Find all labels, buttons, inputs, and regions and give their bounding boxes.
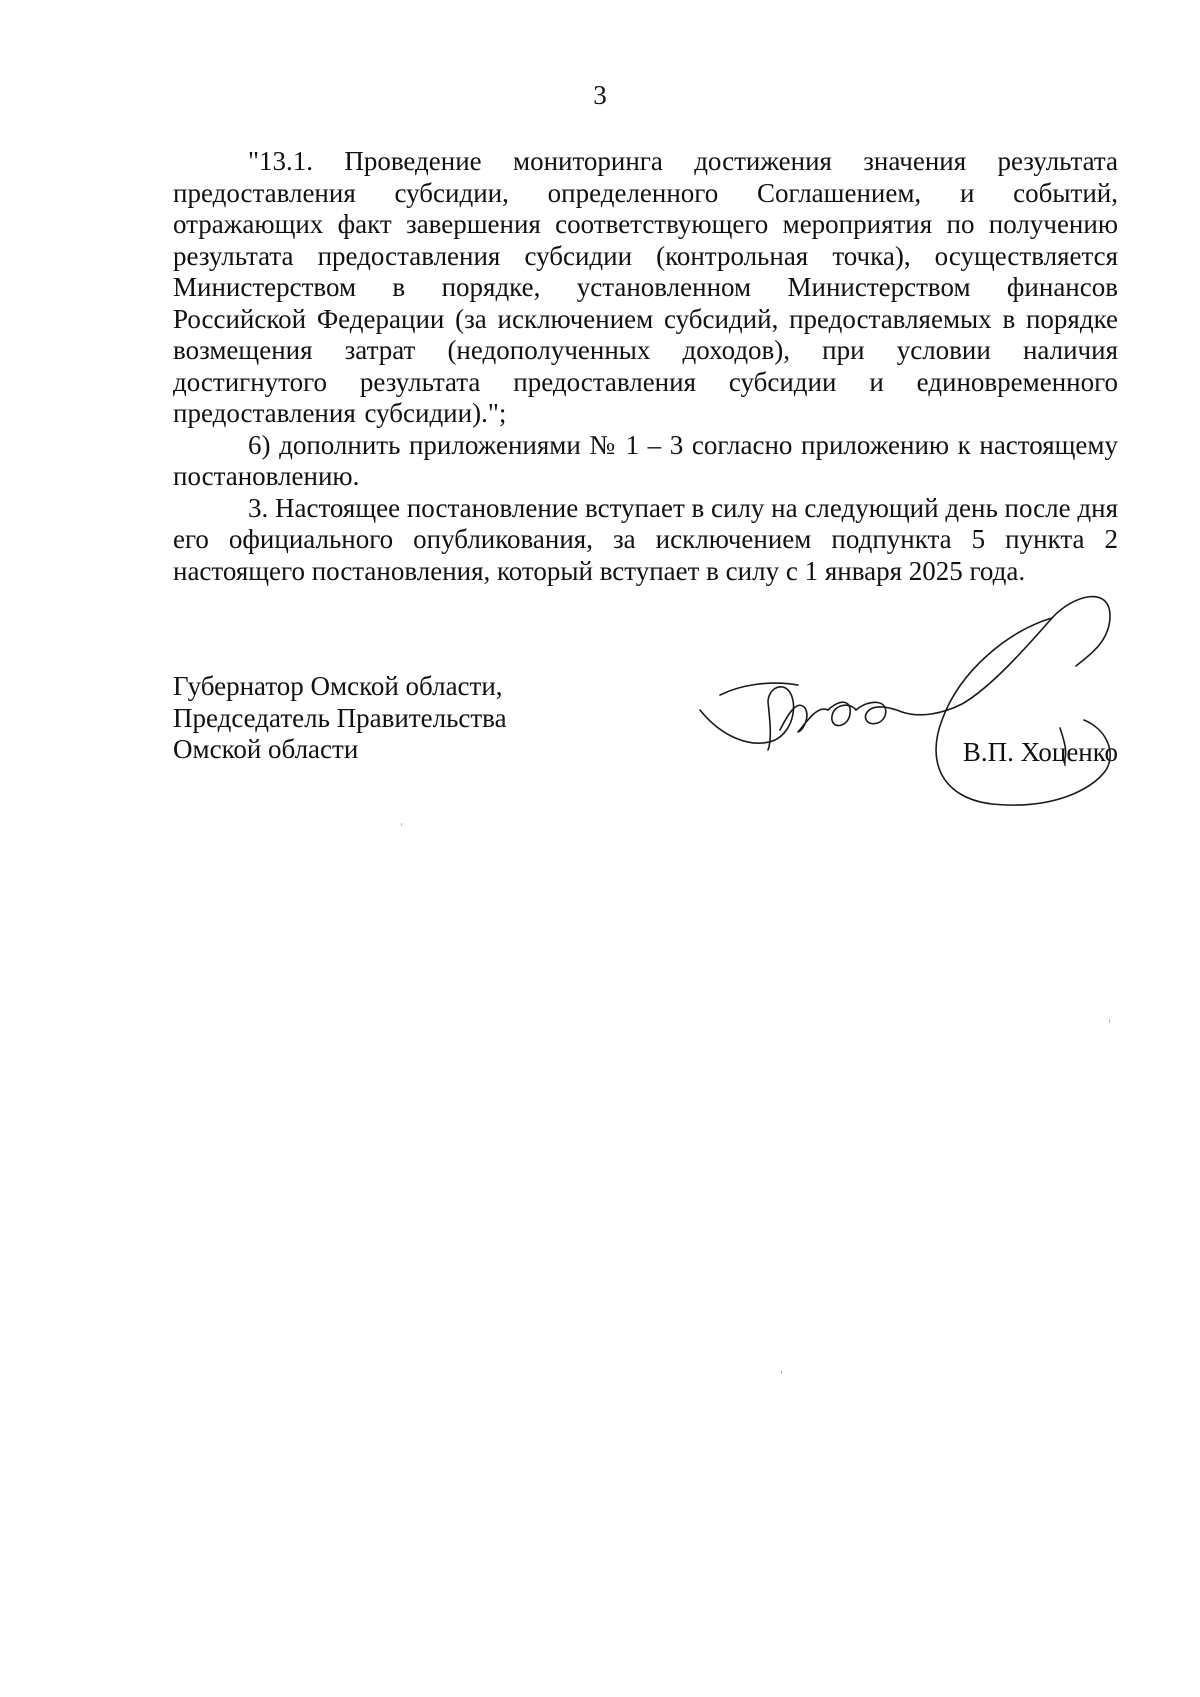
signatory-position	[173, 671, 507, 766]
scan-artifact	[781, 1371, 782, 1374]
handwritten-signature	[680, 590, 1120, 820]
scan-artifact	[401, 823, 402, 826]
page-number: 3	[593, 80, 607, 110]
signatory-position-line: Председатель Правительства	[173, 702, 507, 733]
paragraph-13-1: "13.1. Проведение мониторинга достижения значения результата предоставления субсидии, определенного Соглашением, и событий, отражающих факт завершения соответствующего мероприятия по получению результата предоставления субсидии (контрольная точка), осуществляется Министерством в порядке, установленном Министерством финансов Российской Федерации (за исключением субсидий, предоставляемых в порядке возмещения затрат (недополученных доходов), при условии наличия достигнутого результата предоставления субсидии и единовременного предоставления субсидии).";	[173, 146, 1118, 428]
signatory-name: В.П. Хоценко	[962, 737, 1118, 767]
signatory-position-line: Омской области	[173, 734, 359, 764]
signatory-position-line: Губернатор Омской области,	[173, 671, 503, 701]
paragraph-item-3: 3. Настоящее постановление вступает в силу на следующий день после дня его официального опубликования, за исключением подпункта 5 пункта 2 настоящего постановления, который вступает в силу с 1 января 2025 года.	[173, 492, 1118, 586]
paragraph-subitem-6: 6) дополнить приложениями № 1 – 3 согласно приложению к настоящему постановлению.	[173, 429, 1118, 491]
document-body	[173, 146, 1118, 587]
scan-artifact	[1109, 1019, 1110, 1023]
